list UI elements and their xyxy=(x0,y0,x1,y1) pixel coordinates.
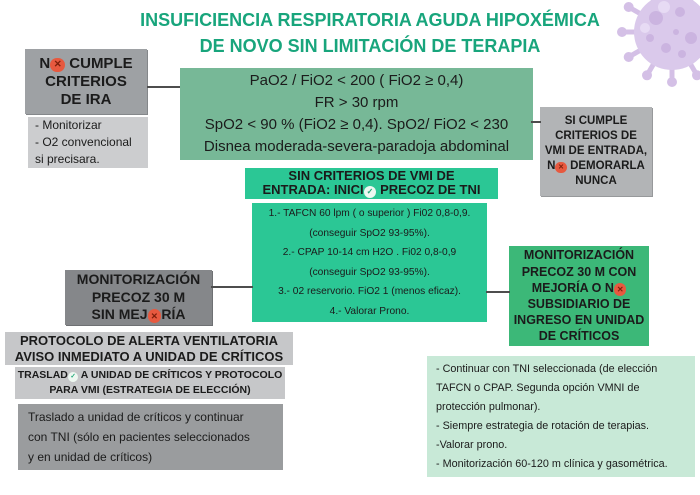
text-segment: PRECOZ DE TNI xyxy=(376,182,481,198)
traslado-vmi-box xyxy=(15,367,285,399)
text-segment: N xyxy=(547,160,556,172)
traslado-continuar-tni-box xyxy=(18,404,283,470)
text-line: con TNI (sólo en pacientes seleccionados xyxy=(28,430,250,444)
text-line xyxy=(262,183,480,198)
text-segment: CUMPLE xyxy=(65,54,133,72)
ira-criteria-box xyxy=(180,68,533,160)
text-line: - O2 convencional xyxy=(35,135,132,149)
text-line: NUNCA xyxy=(575,175,617,187)
text-line: 1.- TAFCN 60 lpm ( o superior ) Fi02 0,8-0,9. xyxy=(268,208,471,219)
text-line: Traslado a unidad de críticos y continuar xyxy=(28,410,244,424)
text-line: protección pulmonar). xyxy=(436,400,541,413)
text-line: (conseguir SpO2 93-95%). xyxy=(309,266,430,278)
no-crossed-x-icon: ✕ xyxy=(555,162,566,173)
monitorizacion-con-mejoria-box xyxy=(509,246,649,346)
text-segment: RÍA xyxy=(161,306,186,323)
coronavirus-icon xyxy=(614,0,700,90)
text-line xyxy=(532,280,627,296)
text-line: - Siempre estrategia de rotación de terapias. xyxy=(436,419,650,432)
text-segment: N xyxy=(39,54,51,72)
monitorizar-o2-box xyxy=(28,117,148,168)
text-line: SIN CRITERIOS DE VMI DE xyxy=(288,167,455,183)
text-line: CRITERIOS xyxy=(45,72,127,90)
check-circle-icon: ✓ xyxy=(364,186,377,199)
text-line: CRITERIOS DE xyxy=(555,130,637,142)
text-line: FR > 30 rpm xyxy=(314,94,399,111)
text-line: Disnea moderada-severa-paradoja abdominal xyxy=(203,138,510,155)
text-line: PaO2 / FiO2 < 200 ( FiO2 ≥ 0,4) xyxy=(249,72,464,89)
text-line: 3.- 02 reservorio. FiO2 1 (menos eficaz). xyxy=(278,286,461,297)
text-line: AVISO INMEDIATO A UNIDAD DE CRÍTICOS xyxy=(14,348,284,364)
text-line: 4.- Valorar Prono. xyxy=(329,305,410,317)
text-line: MONITORIZACIÓN xyxy=(523,248,635,263)
text-line: SpO2 < 90 % (FiO2 ≥ 0,4). SpO2/ FiO2 < 230 xyxy=(204,116,509,133)
no-crossed-x-icon: ✕ xyxy=(614,283,626,295)
text-line xyxy=(18,368,283,383)
connector-line xyxy=(147,86,180,88)
text-line: y en unidad de críticos) xyxy=(28,450,153,464)
text-line xyxy=(547,159,645,174)
check-circle-icon: ✓ xyxy=(68,372,78,382)
text-line: -Valorar prono. xyxy=(436,438,508,451)
text-line: 2.- CPAP 10-14 cm H2O . Fi02 0,8-0,9 xyxy=(282,247,457,258)
sin-criterios-vmi-header-box xyxy=(245,168,498,199)
text-line: si precisara. xyxy=(35,152,100,166)
text-line: DE IRA xyxy=(60,90,112,108)
text-segment: TRASLAD xyxy=(17,369,68,381)
title-line-1: INSUFICIENCIA RESPIRATORIA AGUDA HIPOXÉMICA xyxy=(140,10,600,30)
text-line: - Monitorizar xyxy=(35,118,102,132)
no-cumple-criterios-ira-box xyxy=(25,49,147,114)
text-line: VMI DE ENTRADA, xyxy=(544,145,648,157)
text-line: TAFCN o CPAP. Segunda opción VMNI de xyxy=(436,381,640,394)
text-line: - Continuar con TNI seleccionada (de elección xyxy=(436,362,658,375)
text-line xyxy=(39,55,132,73)
text-line: INGRESO EN UNIDAD xyxy=(513,313,645,328)
no-crossed-x-icon: ✕ xyxy=(50,58,65,73)
text-segment: MEJORÍA O N xyxy=(531,280,614,295)
monitorizacion-sin-mejoria-box xyxy=(65,270,212,325)
text-line xyxy=(91,306,185,324)
text-line: PRECOZ 30 M xyxy=(91,288,186,305)
no-crossed-x-icon: ✕ xyxy=(148,309,162,323)
text-line: SUBSIDIARIO DE xyxy=(527,297,631,311)
protocolo-alerta-box xyxy=(5,332,293,365)
connector-line xyxy=(531,121,541,123)
si-cumple-vmi-box xyxy=(540,107,652,196)
text-line: (conseguir SpO2 93-95%). xyxy=(309,227,430,239)
text-segment: A UNIDAD DE CRÍTICOS Y PROTOCOLO xyxy=(78,369,283,381)
text-line: DE CRÍTICOS xyxy=(538,329,620,344)
text-line: - Monitorización 60-120 m clínica y gasométrica. xyxy=(436,457,668,470)
text-line: PROTOCOLO DE ALERTA VENTILATORIA xyxy=(19,332,279,348)
text-line: MONITORIZACIÓN xyxy=(76,271,201,288)
tni-steps-box xyxy=(252,203,487,322)
connector-line xyxy=(211,286,253,288)
text-segment: SIN MEJ xyxy=(91,306,148,323)
connector-line xyxy=(486,291,510,293)
title-line-2: DE NOVO SIN LIMITACIÓN DE TERAPIA xyxy=(199,36,541,56)
text-line: SI CUMPLE xyxy=(564,115,628,127)
text-line: PRECOZ 30 M CON xyxy=(521,264,637,279)
continuar-tni-detail-box xyxy=(427,356,695,477)
text-segment: DEMORARLA xyxy=(566,160,645,172)
text-line: PARA VMI (ESTRATEGIA DE ELECCIÓN) xyxy=(49,384,251,396)
page-title xyxy=(90,7,650,59)
text-segment: ENTRADA: INICI xyxy=(262,182,364,198)
